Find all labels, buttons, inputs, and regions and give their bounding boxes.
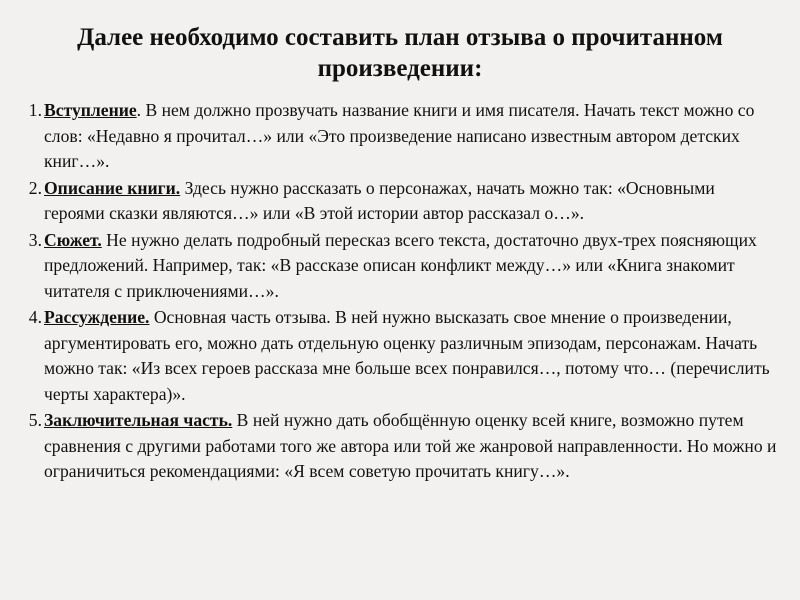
- list-item: [22, 305, 778, 407]
- list-item-text: [44, 408, 778, 485]
- list-item-text: [44, 228, 778, 305]
- list-item-text: [44, 98, 778, 175]
- plan-list: [22, 98, 778, 485]
- list-item-body: Здесь нужно рассказать о персонажах, начать можно так: «Основными героями сказки являются…» или «В этой истории автор рассказал о…».: [44, 177, 715, 223]
- list-item: [22, 98, 778, 175]
- list-item-body: Не нужно делать подробный пересказ всего текста, достаточно двух-трех поясняющих предложений. Например, так: «В рассказе описан конфликт между…» или «Книга знакомит читателя с приключениями…».: [44, 229, 757, 301]
- list-item-lead: Рассуждение.: [44, 307, 150, 327]
- list-item-body: Основная часть отзыва. В ней нужно высказать свое мнение о произведении, аргументировать его, можно дать отдельную оценку различным эпизодам, персонажам. Начать можно так: «Из всех героев рассказа мне больше всех понравился…, потому что… (перечислить черты характера)».: [44, 307, 770, 404]
- list-item-body: . В нем должно прозвучать название книги и имя писателя. Начать текст можно со слов: «Недавно я прочитал…» или «Это произведение написано известным автором детских книг…».: [44, 100, 755, 171]
- list-item-text: [44, 305, 778, 407]
- list-item-lead: Заключительная часть.: [44, 410, 233, 430]
- list-item-number: 2.: [28, 177, 42, 198]
- list-item: [22, 408, 778, 485]
- list-item-number: 5.: [28, 410, 42, 430]
- list-item-number: 3.: [28, 229, 42, 250]
- list-item-body: В ней нужно дать обобщённую оценку всей книге, возможно путем сравнения с другими работами того же автора или той же жанровой направленности. Но можно и ограничиться рекомендациями: «Я всем советую прочитать книгу…».: [44, 410, 777, 481]
- list-item-lead: Описание книги.: [44, 177, 181, 198]
- list-item-lead: Вступление: [44, 100, 137, 120]
- list-item: [22, 228, 778, 305]
- list-item-number: 4.: [28, 307, 42, 327]
- list-item-lead: Сюжет.: [44, 229, 102, 250]
- list-item-text: [44, 176, 778, 227]
- page-title: Далее необходимо составить план отзыва о прочитанном произведении:: [77, 24, 723, 82]
- list-item-number: 1.: [28, 100, 42, 120]
- list-item: [22, 176, 778, 227]
